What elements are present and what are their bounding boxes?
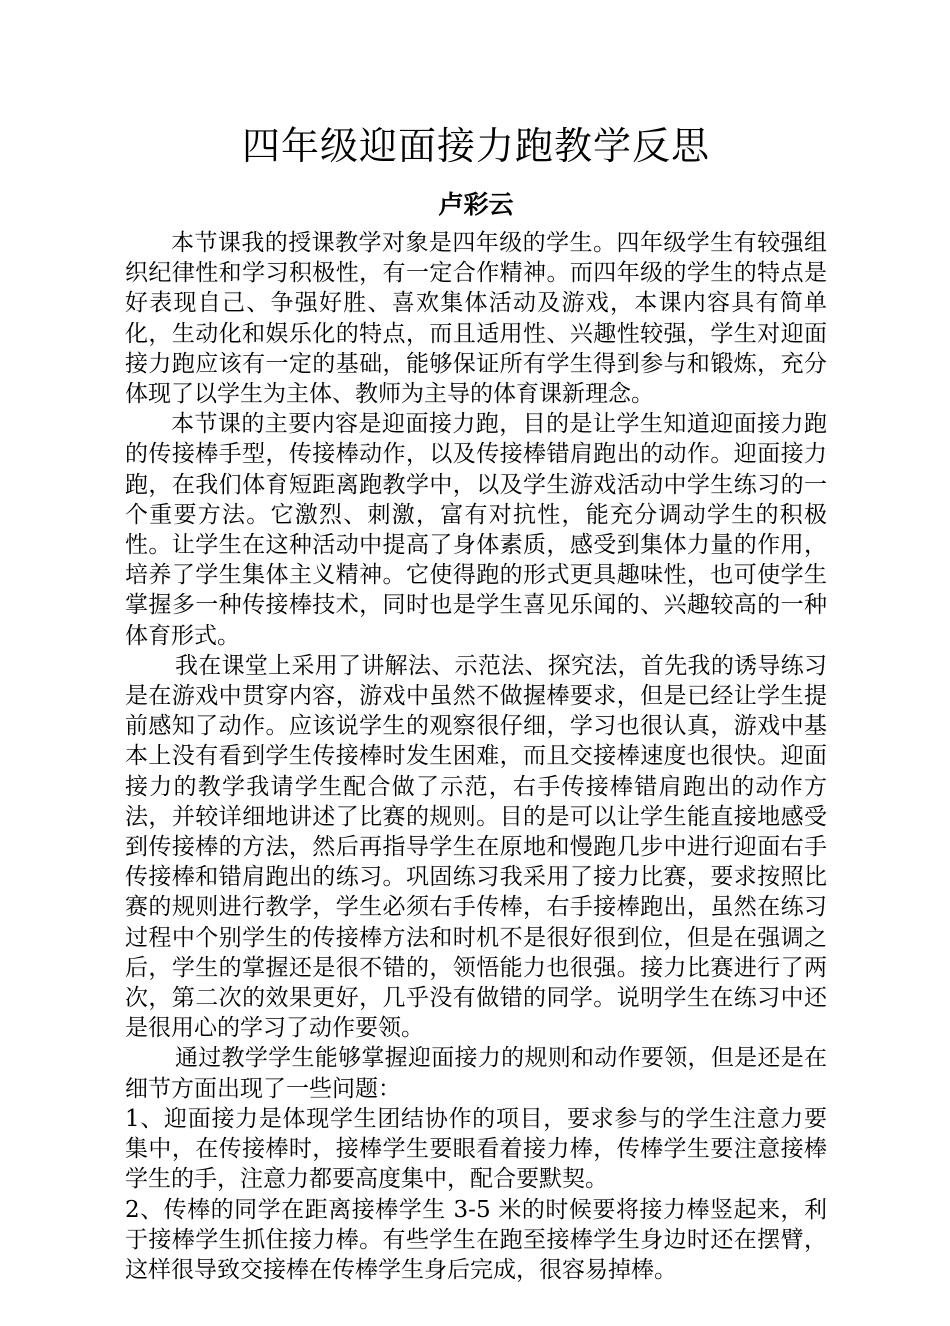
document-author: 卢彩云: [438, 190, 514, 219]
list-item-1: 1、迎面接力是体现学生团结协作的项目，要求参与的学生注意力要集中，在传接棒时，接棒学生要眼看着接力棒，传棒学生要注意接棒学生的手，注意力都要高度集中，配合要默契。: [125, 1105, 827, 1193]
paragraph-method: 我在课堂上采用了讲解法、示范法、探究法，首先我的诱导练习是在游戏中贯穿内容，游戏中虽然不做握棒要求，但是已经让学生提前感知了动作。应该说学生的观察很仔细，学习也很认真，游戏中基本上没有看到学生传接棒时发生困难，而且交接棒速度也很快。迎面接力的教学我请学生配合做了示范，右手传接棒错肩跑出的动作方法，并较详细地讲述了比赛的规则。目的是可以让学生能直接地感受到传接棒的方法，然后再指导学生在原地和慢跑几步中进行迎面右手传接棒和错肩跑出的练习。巩固练习我采用了接力比赛，要求按照比赛的规则进行教学，学生必须右手传棒，右手接棒跑出，虽然在练习过程中个别学生的传接棒方法和时机不是很好很到位，但是在强调之后，学生的掌握还是很不错的，领悟能力也很强。接力比赛进行了两次，第二次的效果更好，几乎没有做错的同学。说明学生在练习中还是很用心的学习了动作要领。: [125, 652, 827, 1042]
list-item-2: 2、传棒的同学在距离接棒学生 3-5 米的时候要将接力棒竖起来，利于接棒学生抓住接力棒。有些学生在跑至接棒学生身边时还在摆臂，这样很导致交接棒在传棒学生身后完成，很容易掉棒。: [125, 1196, 827, 1283]
document-title: 四年级迎面接力跑教学反思: [241, 124, 710, 168]
paragraph-content: 本节课的主要内容是迎面接力跑，目的是让学生知道迎面接力跑的传接棒手型，传接棒动作，以及传接棒错肩跑出的动作。迎面接力跑，在我们体育短距离跑教学中，以及学生游戏活动中学生练习的一个重要方法。它激烈、刺激，富有对抗性，能充分调动学生的积极性。让学生在这种活动中提高了身体素质，感受到集体力量的作用，培养了学生集体主义精神。它使得跑的形式更具趣味性，也可使学生掌握多一种传接棒技术，同时也是学生喜见乐闻的、兴趣较高的一种体育形式。: [125, 411, 827, 649]
paragraph-intro: 本节课我的授课教学对象是四年级的学生。四年级学生有较强组织纪律性和学习积极性，有一定合作精神。而四年级的学生的特点是好表现自己、争强好胜、喜欢集体活动及游戏，本课内容具有简单化，生动化和娱乐化的特点，而且适用性、兴趣性较强，学生对迎面接力跑应该有一定的基础，能够保证所有学生得到参与和锻炼，充分体现了以学生为主体、教师为主导的体育课新理念。: [125, 230, 827, 408]
document-body: [125, 228, 827, 1285]
paragraph-problems-intro: 通过教学学生能够掌握迎面接力的规则和动作要领，但是还是在细节方面出现了一些问题：: [125, 1045, 827, 1102]
document-page: [125, 120, 827, 1285]
